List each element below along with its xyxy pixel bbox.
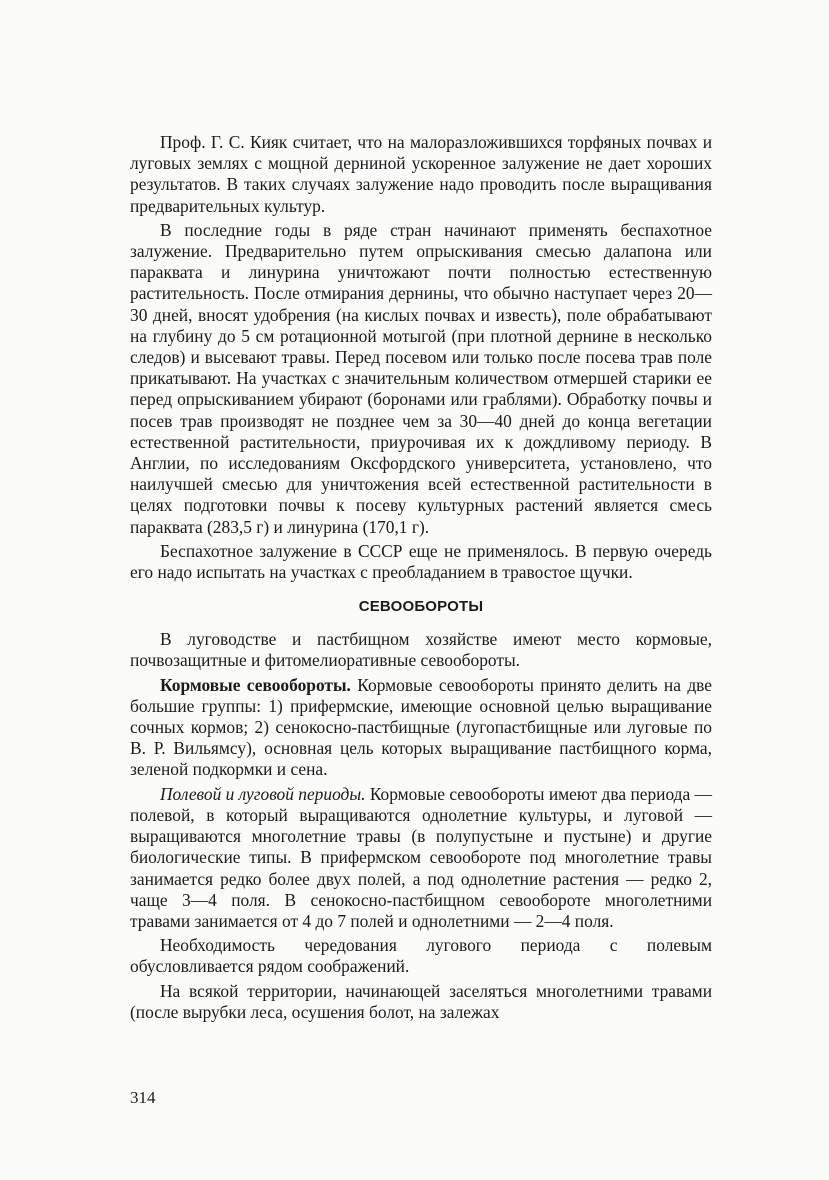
run-in-heading-feed-rotations: Кормовые севообороты.: [160, 674, 351, 695]
feed-rotations-text: Кормовые севообороты принято делить на две большие группы: 1) прифермские, имеющие основной целью выращивание сочных кормов; 2) сенокосно-пастбищные (лугопастбищные или луговые по В. Р. Вильямсу), основная цель которых выращивание пастбищного корма, зеленой подкормки и сена.: [130, 674, 712, 780]
main-text-column: [130, 132, 712, 1023]
paragraph-feed-rotations: [130, 675, 712, 781]
paragraph-rotation-types: В луговодстве и пастбищном хозяйстве имеют место кормовые, почвозащитные и фитомелиоративные севообороты.: [130, 629, 712, 671]
page-number: 314: [130, 1088, 156, 1107]
run-in-heading-periods: Полевой и луговой периоды.: [160, 783, 366, 804]
paragraph-no-till-seeding: В последние годы в ряде стран начинают применять беспахотное залужение. Предварительно путем опрыскивания смесью далапона или параквата и линурина уничтожают почти полностью естественную растительность. После отмирания дернины, что обычно наступает через 20—30 дней, вносят удобрения (на кислых почвах и известь), поле обрабатывают на глубину до 5 см ротационной мотыгой (при плотной дернине в несколько следов) и высевают травы. Перед посевом или только после посева трав поле прикатывают. На участках с значительным количеством отмершей старики ее перед опрыскиванием убирают (боронами или граблями). Обработку почвы и посев трав производят не позднее чем за 30—40 дней до конца вегетации естественной растительности, приурочивая их к дождливому периоду. В Англии, по исследованиям Оксфордского университета, установлено, что наилучшей смесью для уничтожения всей естественной растительности в целях подготовки почвы к посеву культурных растений является смесь параквата (283,5 г) и линурина (170,1 г).: [130, 219, 712, 537]
section-heading: СЕВООБОРОТЫ: [358, 598, 484, 616]
paragraph-territory: На всякой территории, начинающей заселяться многолетними травами (после вырубки леса, осушения болот, на залежах: [130, 980, 712, 1022]
paragraph-alternation-need: Необходимость чередования лугового периода с полевым обусловливается рядом соображений.: [130, 935, 712, 977]
paragraph-kiyak-opinion: Проф. Г. С. Кияк считает, что на малоразложившихся торфяных почвах и луговых землях с мощной дерниной ускоренное залужение не дает хороших результатов. В таких случаях залужение надо проводить после выращивания предварительных культур.: [130, 132, 712, 216]
paragraph-periods: [130, 784, 712, 932]
paragraph-ussr-no-till: Беспахотное залужение в СССР еще не применялось. В первую очередь его надо испытать на участках с преобладанием в травостое щучки.: [130, 540, 712, 583]
periods-text: Кормовые севообороты имеют два периода — полевой, в который выращиваются однолетние культуры, и луговой — выращиваются многолетние травы (в полупустыне и пустыне) и другие биологические типы. В прифермском севообороте под многолетние травы занимается редко более двух полей, а под однолетние растения — редко 2, чаще 3—4 поля. В сенокосно-пастбищном севообороте многолетними травами занимается от 4 до 7 полей и однолетними — 2—4 поля.: [130, 783, 712, 931]
